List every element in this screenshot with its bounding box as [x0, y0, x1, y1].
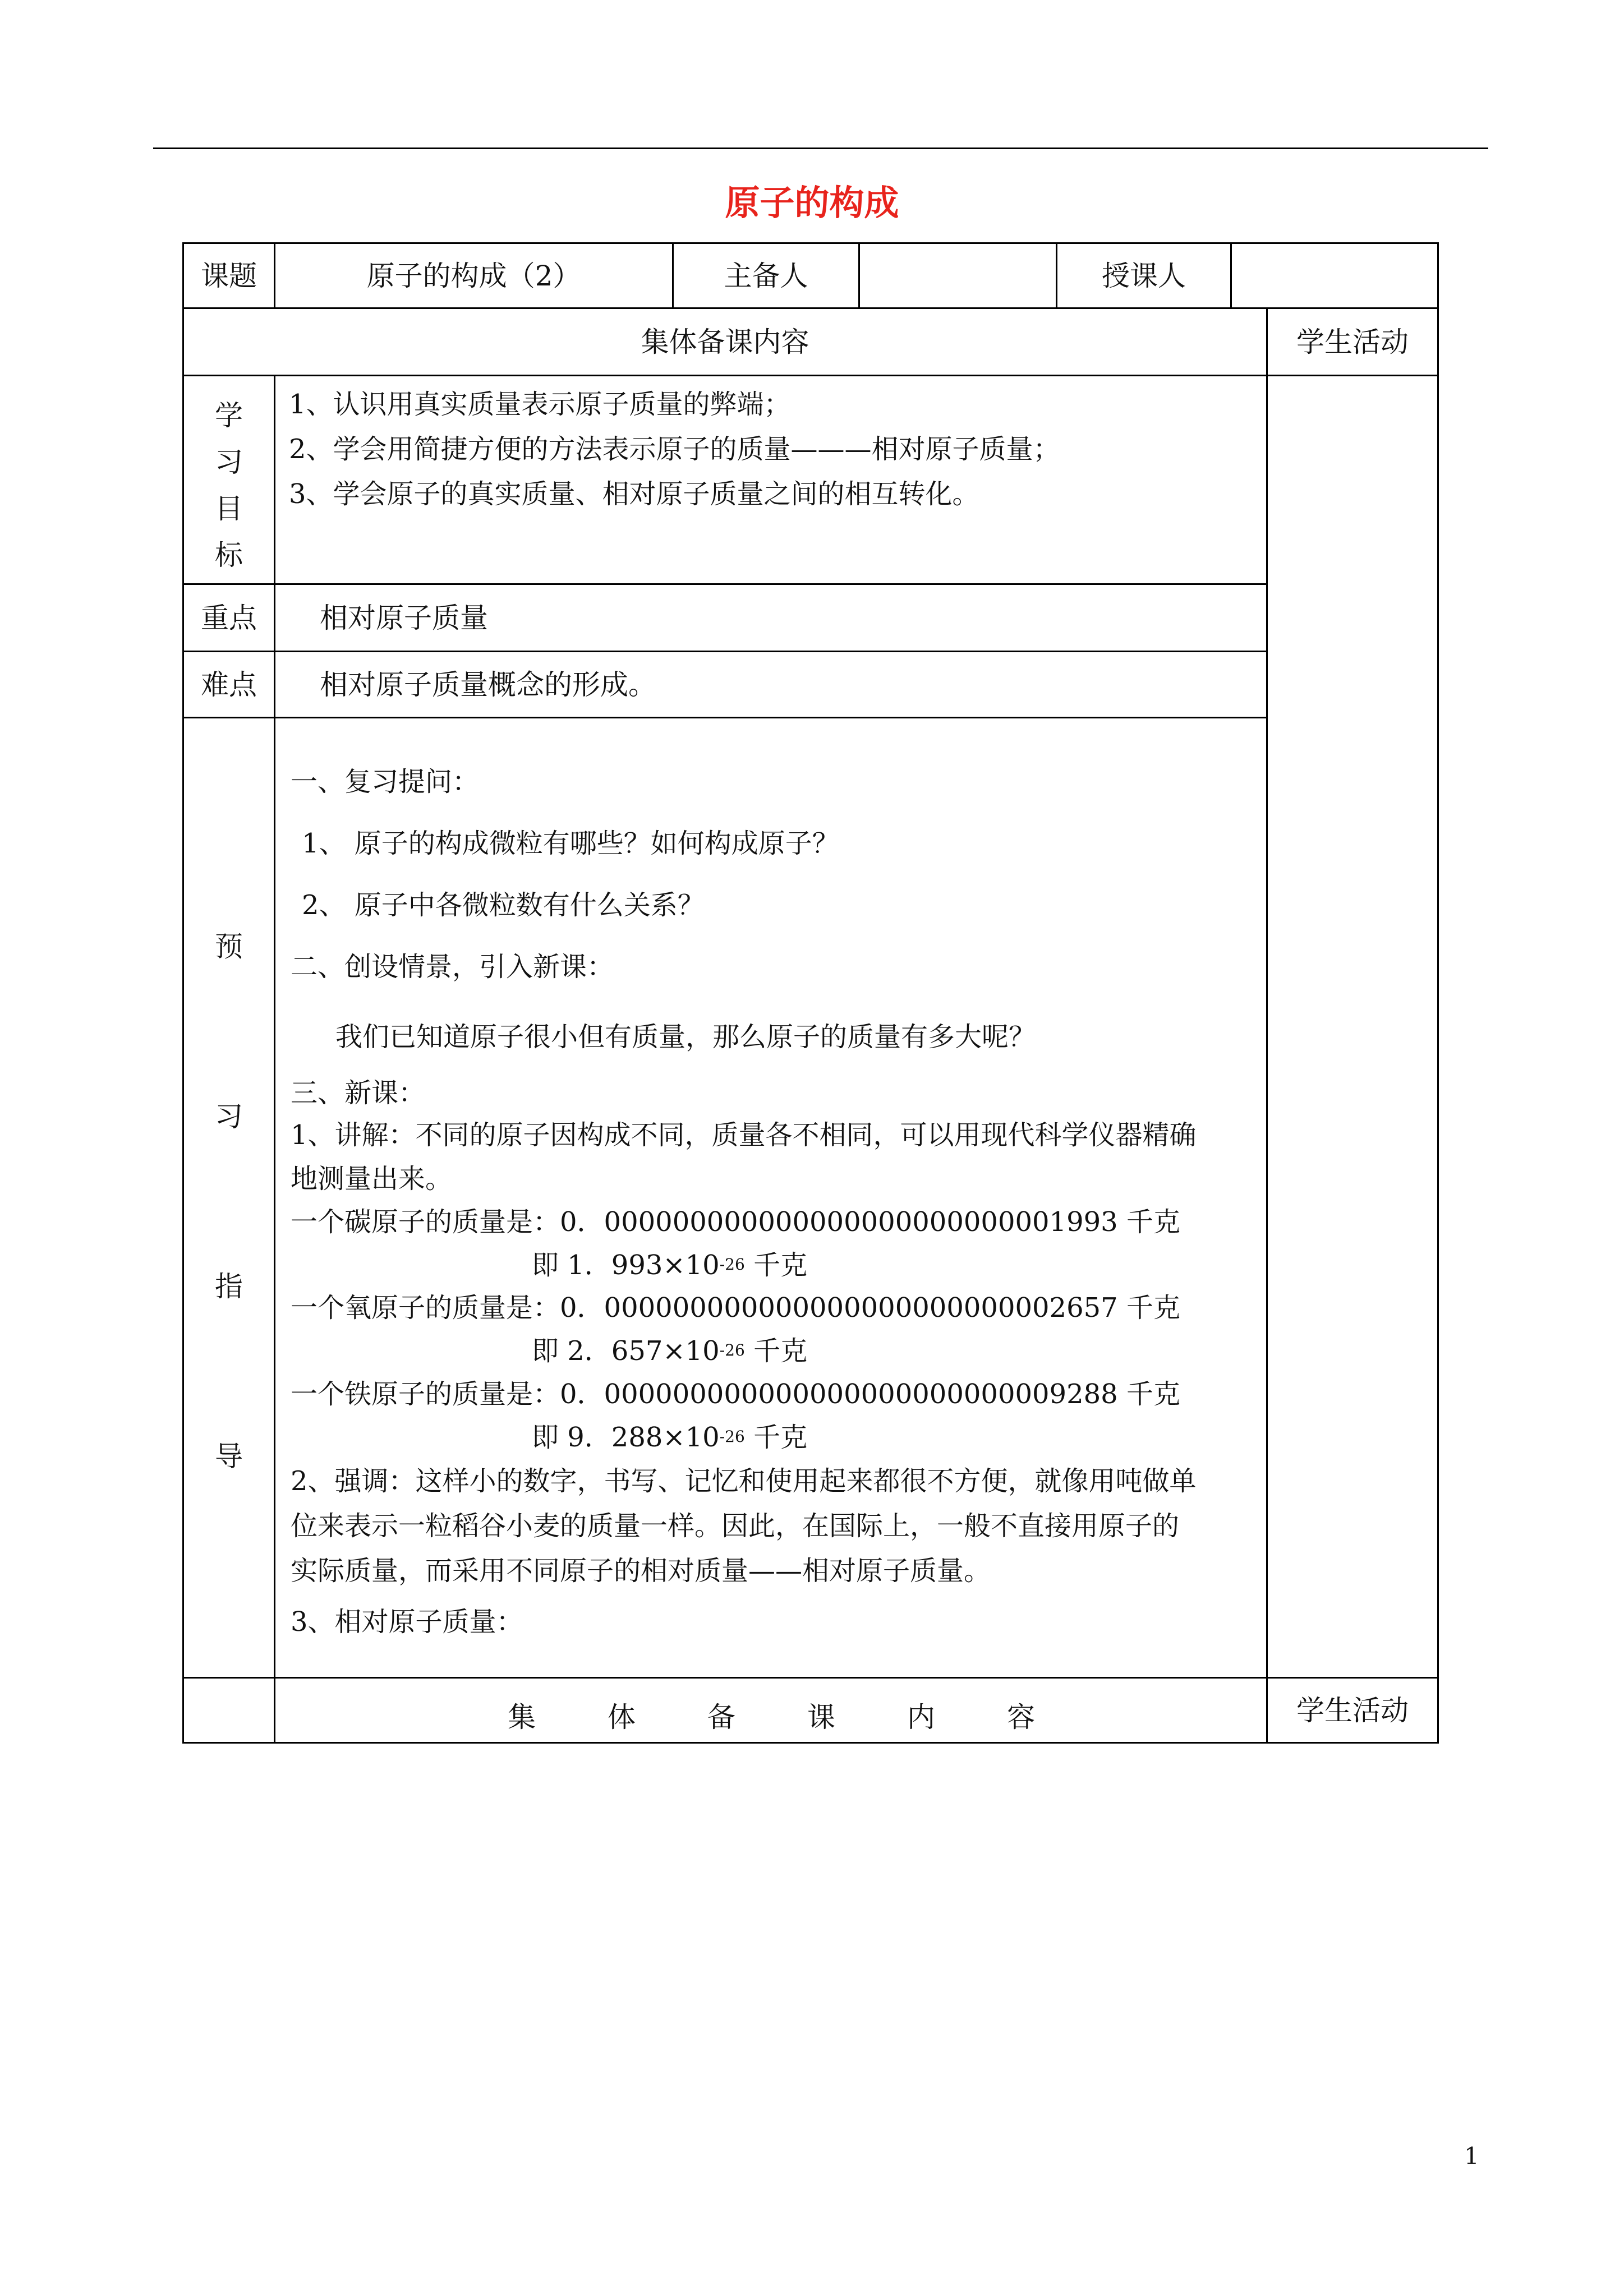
- table-rule: [182, 717, 1268, 718]
- preparer-value: [860, 244, 1056, 307]
- table-rule: [182, 375, 1439, 376]
- header-rule: [153, 147, 1488, 149]
- document-title: 原子的构成: [725, 182, 899, 223]
- key-point-text: 相对原子质量: [320, 601, 488, 634]
- review-question: 2、 原子中各微粒数有什么关系？: [302, 889, 705, 921]
- review-heading: 一、复习提问：: [291, 766, 480, 797]
- content-header: 集体备课内容: [641, 325, 809, 358]
- topic-value: 原子的构成（2）: [366, 259, 581, 292]
- difficulty-text: 相对原子质量概念的形成。: [320, 668, 656, 701]
- carbon-mass-scientific: 即 1．$993\times 10^{-26}$ 千克: [532, 1250, 808, 1281]
- preparer-label: 主备人: [724, 259, 808, 292]
- objective-item: 1、认识用真实质量表示原子质量的弊端；: [289, 389, 791, 420]
- emphasis-text: 实际质量，而采用不同原子的相对质量——相对原子质量。: [291, 1555, 991, 1587]
- table-rule: [1437, 242, 1439, 1744]
- explain-text: 1、讲解：不同的原子因构成不同，质量各不相同，可以用现代科学仪器精确: [291, 1119, 1197, 1151]
- page-number: 1: [1464, 2142, 1479, 2170]
- table-rule: [274, 375, 275, 1744]
- objectives-label: 学 习 目 标: [215, 399, 243, 571]
- table-rule: [182, 1742, 1439, 1744]
- guidance-label: 预 习 指 导: [215, 930, 243, 1473]
- teacher-label: 授课人: [1102, 259, 1186, 292]
- teacher-value: [1232, 244, 1437, 307]
- activity-header: 学生活动: [1296, 325, 1409, 358]
- review-question: 1、 原子的构成微粒有哪些？如何构成原子？: [302, 828, 839, 859]
- explain-text: 地测量出来。: [291, 1163, 453, 1195]
- new-lesson-heading: 三、新课：: [291, 1077, 426, 1109]
- iron-mass: 一个铁原子的质量是：0．000000000000000000000000009288 千克: [291, 1378, 1180, 1410]
- scenario-heading: 二、创设情景，引入新课：: [291, 951, 614, 983]
- footer-activity-label: 学生活动: [1296, 1694, 1409, 1727]
- relative-mass-heading: 3、相对原子质量：: [291, 1606, 523, 1638]
- table-rule: [182, 1677, 1439, 1679]
- objective-item: 3、学会原子的真实质量、相对原子质量之间的相互转化。: [289, 478, 979, 510]
- scenario-text: 我们已知道原子很小但有质量，那么原子的质量有多大呢？: [335, 1021, 1036, 1053]
- emphasis-text: 2、强调：这样小的数字，书写、记忆和使用起来都很不方便，就像用吨做单: [291, 1465, 1197, 1497]
- topic-label: 课题: [201, 259, 257, 292]
- difficulty-label: 难点: [201, 668, 257, 701]
- oxygen-mass: 一个氧原子的质量是：0．000000000000000000000000002657 千克: [291, 1292, 1180, 1324]
- table-rule: [1266, 307, 1268, 1744]
- oxygen-mass-scientific: 即 2．$657\times 10^{-26}$ 千克: [532, 1335, 808, 1367]
- key-point-label: 重点: [201, 601, 257, 634]
- footer-content-label: 集 体 备 课 内 容: [508, 1701, 1035, 1733]
- iron-mass-scientific: 即 9．$288\times 10^{-26}$ 千克: [532, 1422, 808, 1453]
- emphasis-text: 位来表示一粒稻谷小麦的质量一样。因此，在国际上，一般不直接用原子的: [291, 1510, 1180, 1542]
- carbon-mass: 一个碳原子的质量是：0．000000000000000000000000001993 千克: [291, 1206, 1180, 1238]
- objective-item: 2、学会用简捷方便的方法表示原子的质量———相对原子质量；: [289, 434, 1060, 465]
